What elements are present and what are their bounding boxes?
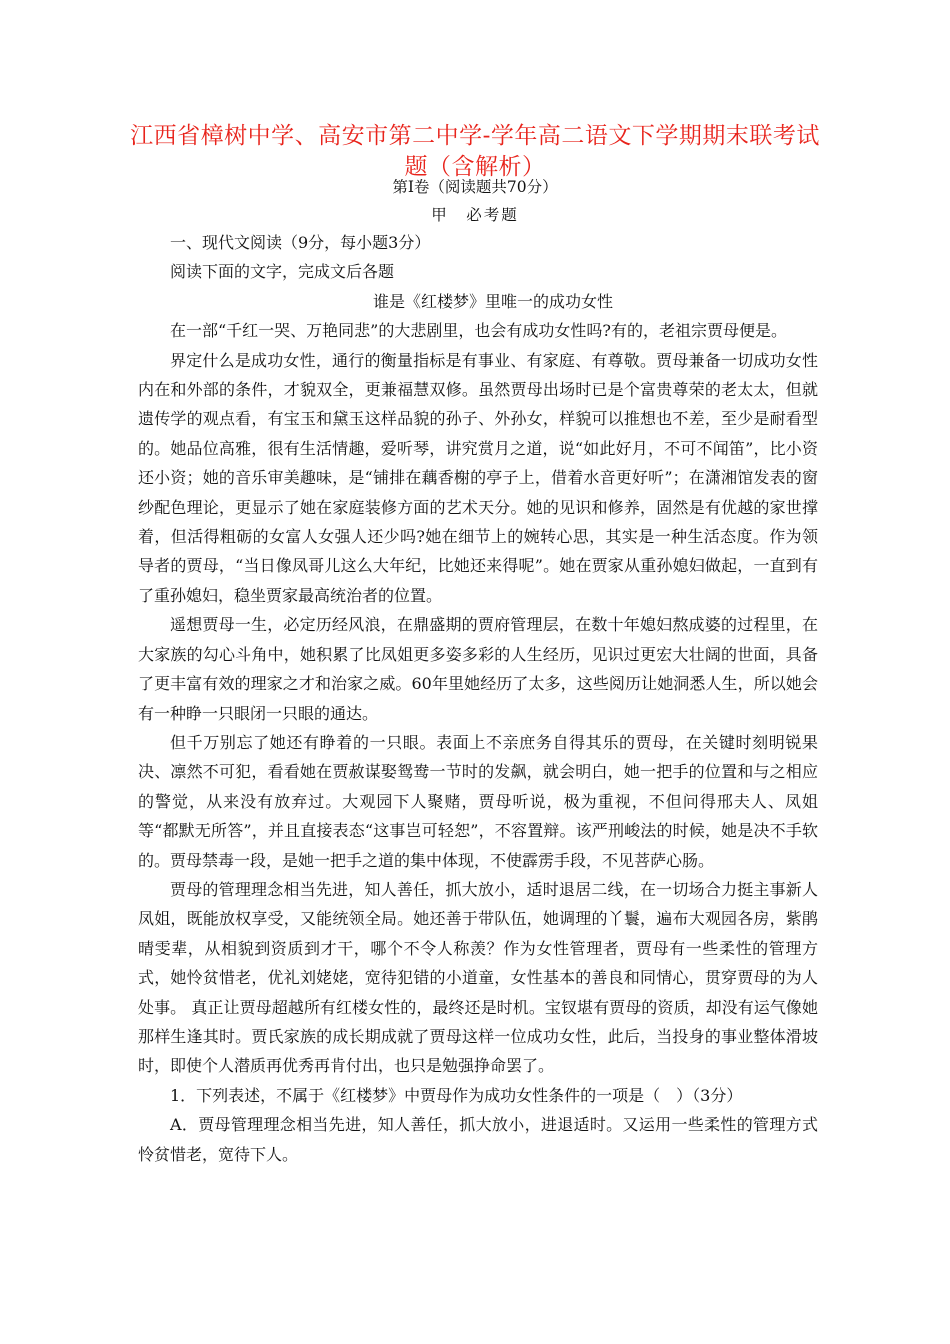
question-1-option-a: A．贾母管理理念相当先进，知人善任，抓大放小，进退适时。又运用一些柔性的管理方式怜贫惜老，宽待下人。 [138, 1115, 818, 1164]
volume-heading: 第Ⅰ卷（阅读题共70分） [392, 178, 558, 196]
question-1: 1．下列表述，不属于《红楼梦》中贾母作为成功女性条件的一项是（ ）（3分） [170, 1085, 743, 1105]
reading-instruction: 阅读下面的文字，完成文后各题 [170, 262, 395, 282]
part-heading: 一、现代文阅读（9分，每小题3分） [170, 233, 431, 252]
article-paragraph: 界定什么是成功女性，通行的衡量指标是有事业、有家庭、有尊敬。贾母兼备一切成功女性内在和外部的条件，才貌双全，更兼福慧双修。虽然贾母出场时已是个富贵尊荣的老太太，但就遗传学的观点看，有宝玉和黛玉这样品貌的孙子、外孙女，样貌可以推想也不差，至少是耐看型的。她品位高雅，很有生活情趣，爱听琴，讲究赏月之道，说“如此好月，不可不闻笛”，比小资还小资；她的音乐审美趣味，是“铺排在藕香榭的亭子上，借着水音更好听”；在潇湘馆发表的窗纱配色理论，更显示了她在家庭装修方面的艺术天分。她的见识和修养，固然是有优越的家世撑着，但活得粗砺的女富人女强人还少吗?她在细节上的婉转心思，其实是一种生活态度。作为领导者的贾母，“当日像凤哥儿这么大年纪，比她还来得呢”。她在贾家从重孙媳妇做起，一直到有了重孙媳妇，稳坐贾家最高统治者的位置。 [138, 350, 818, 605]
article-paragraph: 贾母的管理理念相当先进，知人善任，抓大放小，适时退居二线，在一切场合力挺主事新人凤姐，既能放权享受，又能统领全局。她还善于带队伍，她调理的丫鬟，遍布大观园各房，紫鹃晴雯辈，从相貌到资质到才干，哪个不令人称羡？作为女性管理者，贾母有一些柔性的管理方式，她怜贫惜老，优礼刘姥姥，宽待犯错的小道童，女性基本的善良和同情心，贯穿贾母的为人处事。 真正让贾母超越所有红楼女性的，最终还是时机。宝钗堪有贾母的资质，却没有运气像她那样生逢其时。贾氏家族的成长期成就了贾母这样一位成功女性，此后，当投身的事业整体滑坡时，即使个人潜质再优秀再肯付出，也只是勉强挣命罢了。 [138, 879, 818, 1076]
section-heading: 甲 必考题 [431, 206, 519, 224]
article-title: 谁是《红楼梦》里唯一的成功女性 [372, 291, 613, 311]
article-paragraph: 但千万别忘了她还有睁着的一只眼。表面上不亲庶务自得其乐的贾母，在关键时刻明锐果决、凛然不可犯，看看她在贾赦谋娶鸳鸯一节时的发飙，就会明白，她一把手的位置和与之相应的警觉，从来没有放弃过。大观园下人聚赌，贾母听说，极为重视，不但问得邢夫人、凤姐等“都默无所答”，并且直接表态“这事岂可轻恕”，不容置辩。该严刑峻法的时候，她是决不手软的。贾母禁毒一段，是她一把手之道的集中体现，不使霹雳手段，不见菩萨心肠。 [138, 732, 818, 870]
document-title: 江西省樟树中学、高安市第二中学-学年高二语文下学期期末联考试题（含解析） [130, 123, 820, 180]
article-paragraph: 在一部“千红一哭、万艳同悲”的大悲剧里，也会有成功女性吗?有的，老祖宗贾母便是。 [170, 321, 787, 341]
document-body [138, 228, 818, 1169]
article-paragraph: 遥想贾母一生，必定历经风浪，在鼎盛期的贾府管理层，在数十年媳妇熬成婆的过程里，在大家族的勾心斗角中，她积累了比凤姐更多姿多彩的人生经历，见识过更宏大壮阔的世面，具备了更丰富有效的理家之才和治家之威。60年里她经历了太多，这些阅历让她洞悉人生，所以她会有一种睁一只眼闭一只眼的通达。 [138, 615, 818, 723]
